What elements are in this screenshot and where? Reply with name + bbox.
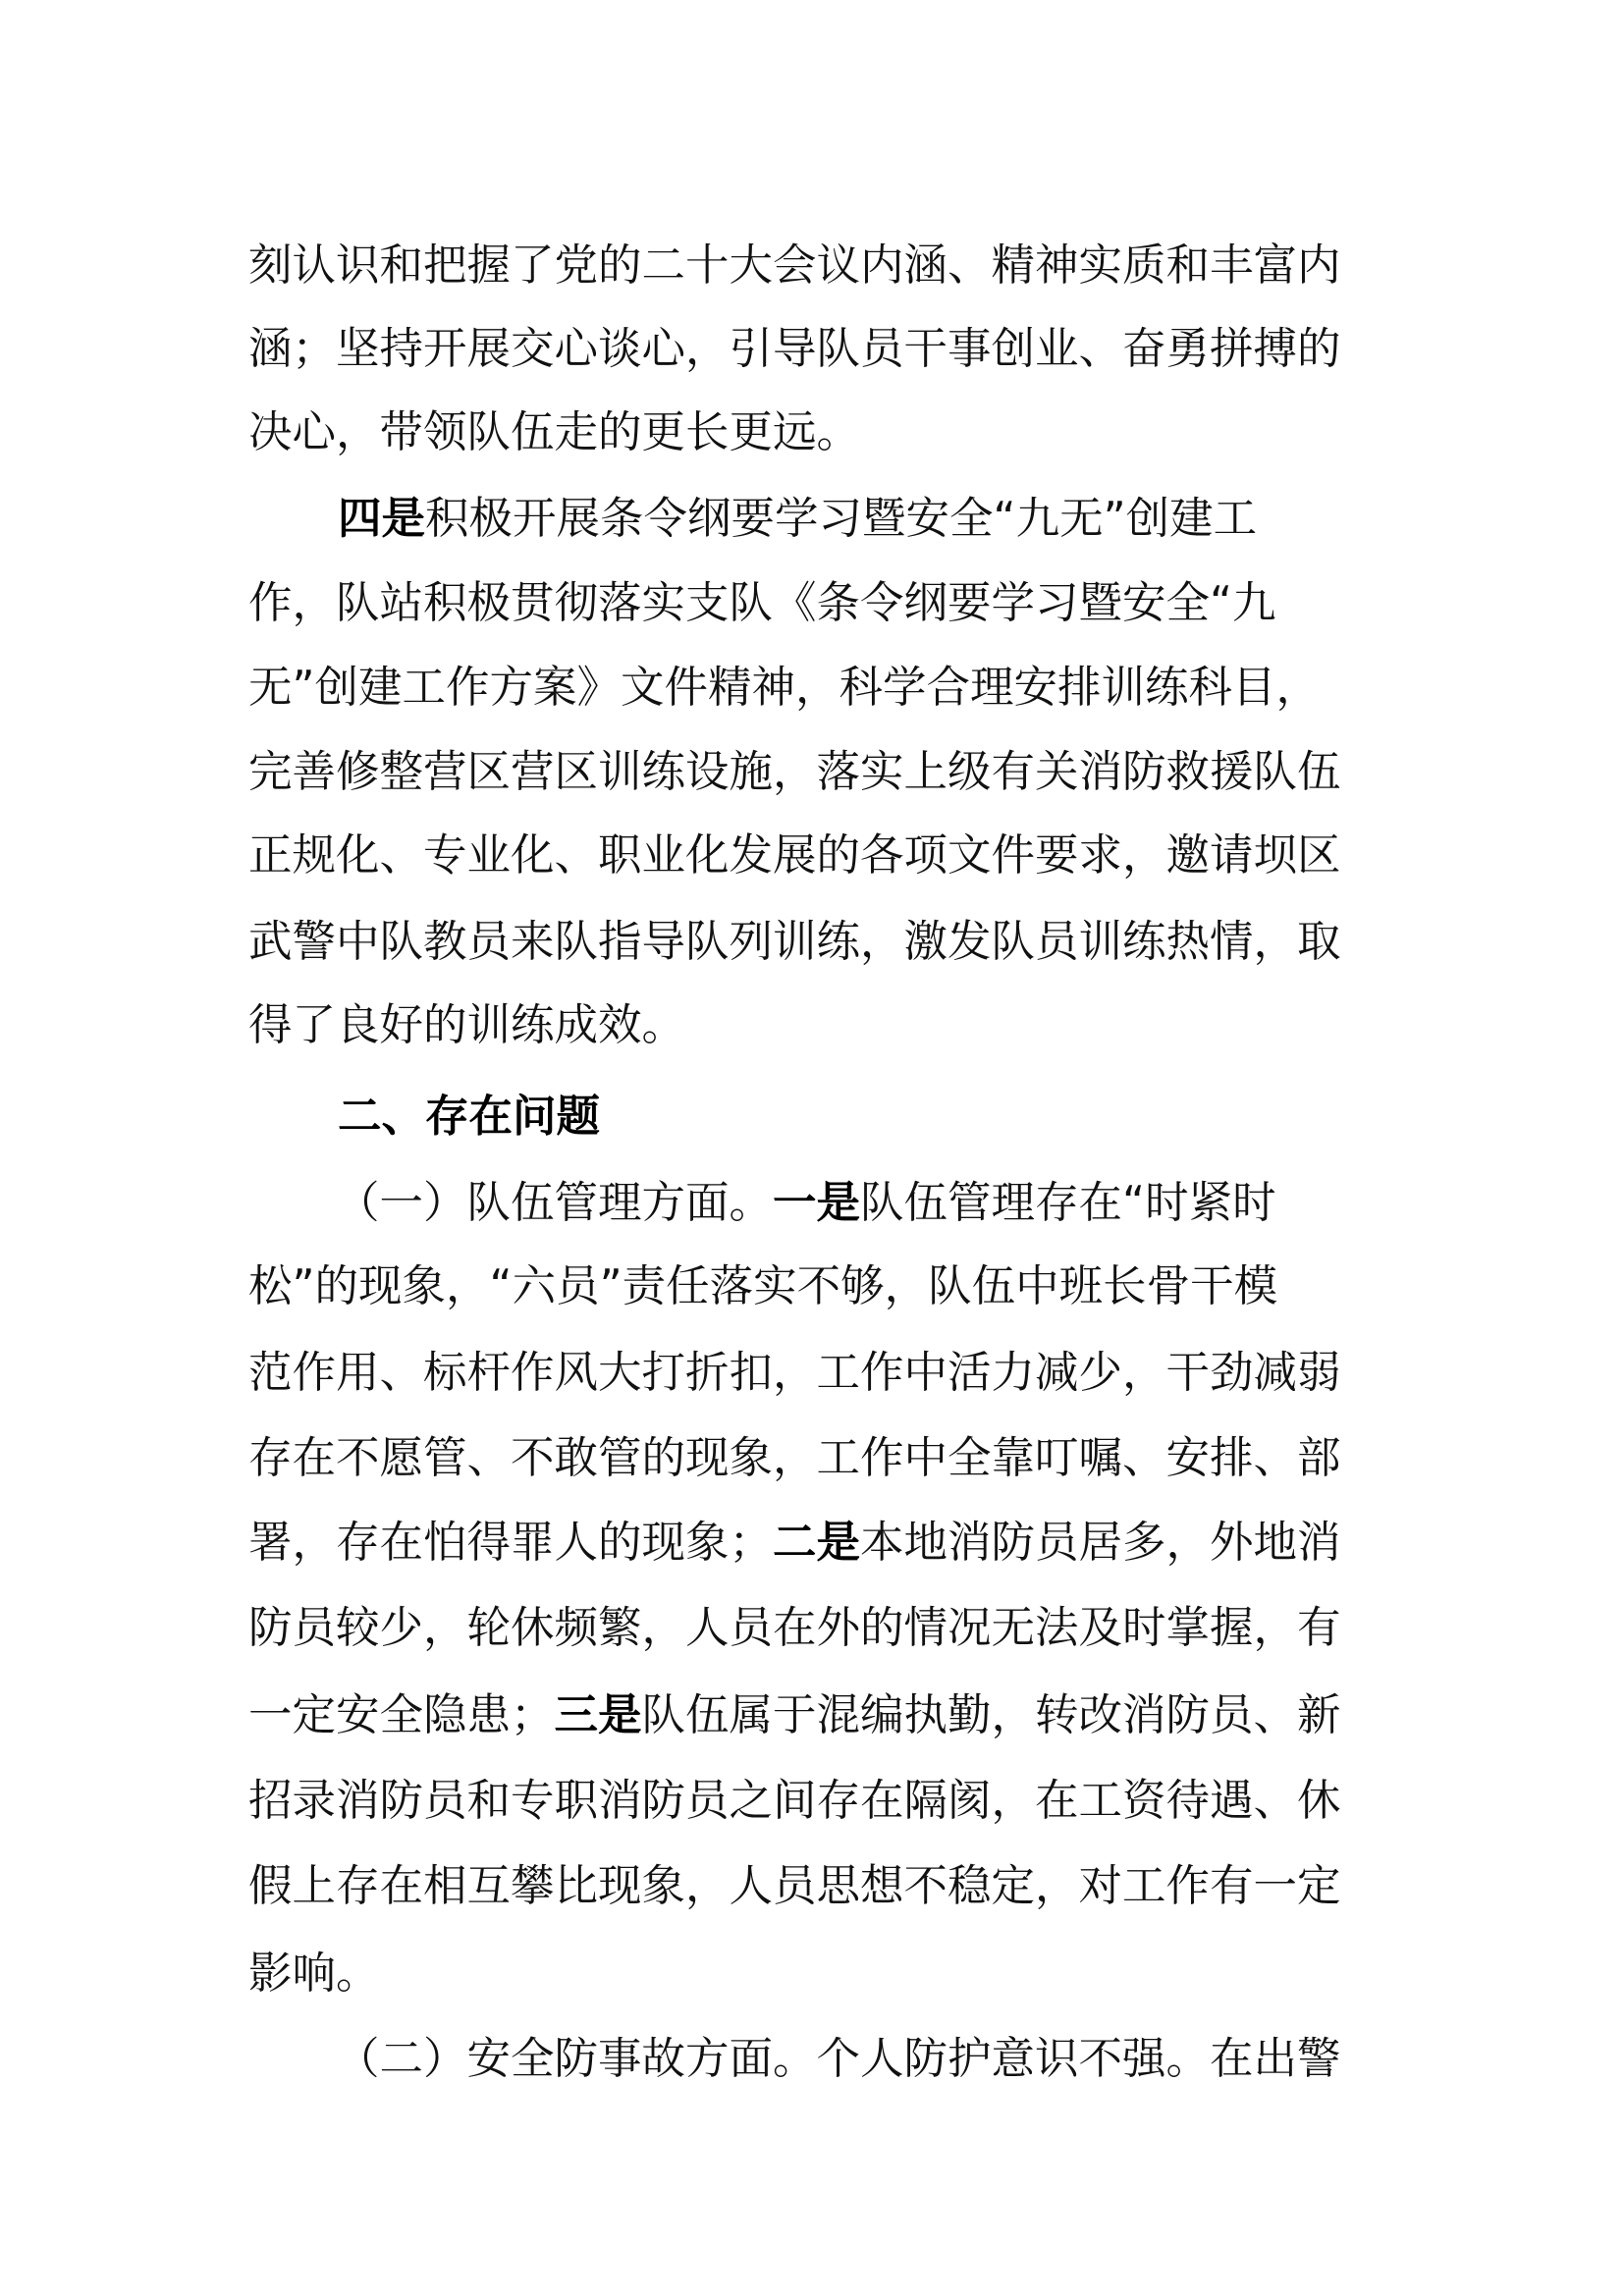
text-line [338, 492, 1257, 547]
text-segment: 范作用、标杆作风大打折扣，工作中活力减少，干劲减弱 [248, 1348, 1341, 1398]
text-segment: 队伍管理存在“时紧时 [860, 1178, 1276, 1228]
text-segment: 无”创建工作方案》文件精神，科学合理安排训练科目， [248, 663, 1321, 713]
bold-text: 一是 [773, 1178, 861, 1228]
text-line [248, 1431, 1341, 1486]
bold-text: 四是 [338, 494, 426, 544]
text-line [248, 322, 1341, 377]
text-line [248, 576, 1276, 631]
text-line [336, 1176, 1276, 1231]
text-line [248, 1947, 380, 2002]
text-segment: 决心，带领队伍走的更长更远。 [248, 407, 861, 457]
text-segment: 队伍属于混编执勤，转改消防员、新 [641, 1690, 1341, 1740]
text-segment: 正规化、专业化、职业化发展的各项文件要求，邀请坝区 [248, 830, 1341, 881]
text-line [248, 1859, 1341, 1914]
text-line [248, 828, 1341, 883]
text-line [248, 1259, 1277, 1314]
text-segment: 假上存在相互攀比现象，人员思想不稳定，对工作有一定 [248, 1861, 1341, 1911]
text-segment: 刻认识和把握了党的二十大会议内涵、精神实质和丰富内 [248, 240, 1341, 291]
text-segment: 涵；坚持开展交心谈心，引导队员干事创业、奋勇拼搏的 [248, 324, 1341, 374]
text-segment: 存在不愿管、不敢管的现象，工作中全靠叮嘱、安排、部 [248, 1433, 1341, 1483]
text-segment: 武警中队教员来队指导队列训练，激发队员训练热情，取 [248, 917, 1341, 967]
text-segment: 作，队站积极贯彻落实支队《条令纲要学习暨安全“九 [248, 578, 1276, 628]
text-segment: 影响。 [248, 1949, 380, 1999]
text-segment: 招录消防员和专职消防员之间存在隔阂，在工资待遇、休 [248, 1776, 1341, 1826]
text-line [248, 661, 1320, 716]
text-segment: 署，存在怕得罪人的现象； [248, 1518, 774, 1568]
bold-text: 二、存在问题 [338, 1092, 601, 1142]
text-line [336, 2032, 1341, 2087]
text-line [248, 745, 1341, 800]
text-segment: 防员较少，轮休频繁，人员在外的情况无法及时掌握，有 [248, 1603, 1341, 1653]
text-line [248, 915, 1341, 970]
text-segment: 积极开展条令纲要学习暨安全“九无”创建工 [425, 494, 1258, 544]
text-line [248, 1688, 1341, 1743]
bold-text: 二是 [773, 1518, 861, 1568]
text-segment: （二）安全防事故方面。个人防护意识不强。在出警 [336, 2034, 1341, 2084]
text-segment: 得了良好的训练成效。 [248, 1000, 686, 1050]
text-line [248, 1346, 1341, 1401]
text-segment: 完善修整营区营区训练设施，落实上级有关消防救援队伍 [248, 747, 1341, 797]
text-segment: 松”的现象，“六员”责任落实不够，队伍中班长骨干模 [248, 1261, 1278, 1311]
text-line [248, 405, 860, 460]
text-segment: 本地消防员居多，外地消 [860, 1518, 1341, 1568]
text-line [248, 1774, 1341, 1829]
section-heading [338, 1090, 600, 1145]
text-line [248, 1601, 1341, 1656]
text-segment: （一）队伍管理方面。 [336, 1178, 774, 1228]
text-line [248, 1516, 1341, 1571]
text-line [248, 998, 685, 1053]
bold-text: 三是 [554, 1690, 642, 1740]
text-segment: 一定安全隐患； [248, 1690, 555, 1740]
text-line [248, 239, 1341, 294]
